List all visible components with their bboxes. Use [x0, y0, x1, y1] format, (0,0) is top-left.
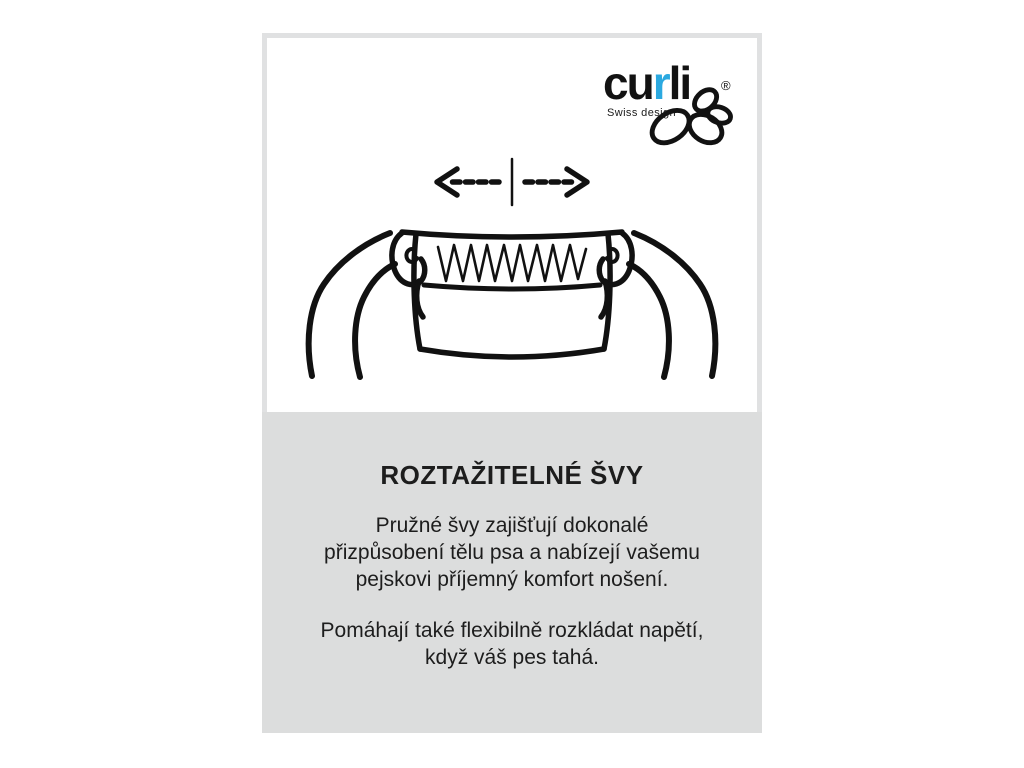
- section-heading: ROZTAŽITELNÉ ŠVY: [380, 460, 644, 490]
- illustration-section: [262, 33, 762, 412]
- brand-text-accent-letter: r: [652, 57, 669, 109]
- description-paragraph-1: [262, 512, 762, 593]
- product-info-card: [262, 33, 762, 733]
- brand-tagline: Swiss design: [607, 107, 676, 119]
- brand-text-part1: cu: [603, 57, 653, 109]
- paragraph-1-line-3: pejskovi příjemný komfort nošení.: [355, 568, 669, 591]
- registered-trademark-symbol: ®: [721, 78, 731, 93]
- description-paragraph-2: [262, 617, 762, 671]
- paragraph-2-line-1: Pomáhají také flexibilně rozkládat napětí,: [320, 619, 704, 642]
- paragraph-1-line-1: Pružné švy zajišťují dokonalé: [375, 514, 649, 537]
- description-section: [262, 412, 762, 733]
- butterfly-flower-icon: [647, 80, 735, 148]
- brand-text-part2: li: [668, 57, 691, 109]
- stretch-arrows-icon: [419, 156, 605, 208]
- hands-stretching-seam-illustration: [302, 218, 722, 388]
- paragraph-1-line-2: přizpůsobení tělu psa a nabízejí vašemu: [324, 541, 700, 564]
- curli-logo: [595, 58, 755, 163]
- paragraph-2-line-2: když váš pes tahá.: [425, 646, 599, 669]
